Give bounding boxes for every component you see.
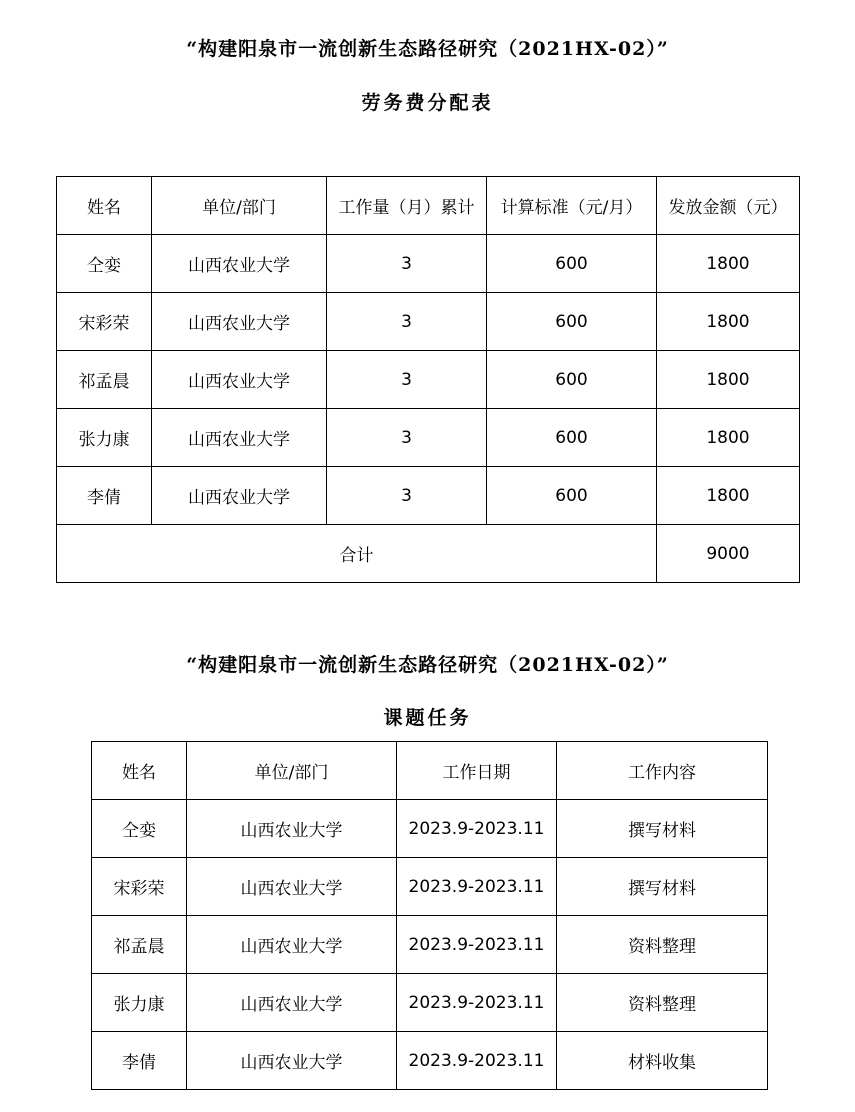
name-cell: 李倩 bbox=[92, 1032, 187, 1090]
table-row bbox=[92, 800, 768, 858]
header-cell: 姓名 bbox=[57, 177, 152, 235]
date-cell: 2023.9-2023.11 bbox=[397, 800, 557, 858]
name-cell: 祁孟晨 bbox=[57, 351, 152, 409]
payment-table-title: “构建阳泉市一流创新生态路径研究（2021HX-02）” bbox=[186, 38, 669, 60]
table-header-row bbox=[92, 742, 768, 800]
header-cell: 单位/部门 bbox=[187, 742, 397, 800]
rate-cell: 600 bbox=[487, 351, 657, 409]
name-cell: 仝娈 bbox=[57, 235, 152, 293]
table-row bbox=[57, 351, 800, 409]
amount-cell: 1800 bbox=[657, 409, 800, 467]
table-row bbox=[57, 235, 800, 293]
task-cell: 撰写材料 bbox=[557, 858, 768, 916]
payment-table-subtitle: 劳务费分配表 bbox=[361, 92, 494, 114]
rate-cell: 600 bbox=[487, 235, 657, 293]
name-cell: 张力康 bbox=[57, 409, 152, 467]
amount-cell: 1800 bbox=[657, 235, 800, 293]
unit-cell: 山西农业大学 bbox=[187, 858, 397, 916]
table-row bbox=[92, 1032, 768, 1090]
header-cell: 工作内容 bbox=[557, 742, 768, 800]
workload-cell: 3 bbox=[327, 409, 487, 467]
name-cell: 仝娈 bbox=[92, 800, 187, 858]
unit-cell: 山西农业大学 bbox=[152, 293, 327, 351]
table-row bbox=[92, 974, 768, 1032]
workload-cell: 3 bbox=[327, 467, 487, 525]
name-cell: 祁孟晨 bbox=[92, 916, 187, 974]
task-cell: 材料收集 bbox=[557, 1032, 768, 1090]
name-cell: 宋彩荣 bbox=[57, 293, 152, 351]
amount-cell: 1800 bbox=[657, 467, 800, 525]
name-cell: 宋彩荣 bbox=[92, 858, 187, 916]
project-task-table bbox=[91, 741, 768, 1090]
date-cell: 2023.9-2023.11 bbox=[397, 974, 557, 1032]
unit-cell: 山西农业大学 bbox=[187, 974, 397, 1032]
header-cell: 姓名 bbox=[92, 742, 187, 800]
unit-cell: 山西农业大学 bbox=[187, 1032, 397, 1090]
header-cell: 单位/部门 bbox=[152, 177, 327, 235]
rate-cell: 600 bbox=[487, 293, 657, 351]
date-cell: 2023.9-2023.11 bbox=[397, 1032, 557, 1090]
header-cell: 发放金额（元） bbox=[657, 177, 800, 235]
table-row bbox=[57, 467, 800, 525]
header-cell: 工作量（月）累计 bbox=[327, 177, 487, 235]
total-row bbox=[57, 525, 800, 583]
task-cell: 资料整理 bbox=[557, 916, 768, 974]
task-table-title: “构建阳泉市一流创新生态路径研究（2021HX-02）” bbox=[186, 654, 669, 676]
table-row bbox=[57, 293, 800, 351]
unit-cell: 山西农业大学 bbox=[187, 916, 397, 974]
name-cell: 张力康 bbox=[92, 974, 187, 1032]
total-label: 合计 bbox=[57, 525, 657, 583]
name-cell: 李倩 bbox=[57, 467, 152, 525]
task-cell: 撰写材料 bbox=[557, 800, 768, 858]
unit-cell: 山西农业大学 bbox=[152, 467, 327, 525]
amount-cell: 1800 bbox=[657, 293, 800, 351]
table-row bbox=[57, 409, 800, 467]
workload-cell: 3 bbox=[327, 351, 487, 409]
unit-cell: 山西农业大学 bbox=[152, 235, 327, 293]
header-cell: 工作日期 bbox=[397, 742, 557, 800]
header-cell: 计算标准（元/月） bbox=[487, 177, 657, 235]
unit-cell: 山西农业大学 bbox=[187, 800, 397, 858]
task-cell: 资料整理 bbox=[557, 974, 768, 1032]
unit-cell: 山西农业大学 bbox=[152, 351, 327, 409]
task-table-subtitle: 课题任务 bbox=[383, 707, 472, 729]
payment-distribution-table bbox=[56, 176, 800, 583]
rate-cell: 600 bbox=[487, 409, 657, 467]
total-amount: 9000 bbox=[657, 525, 800, 583]
rate-cell: 600 bbox=[487, 467, 657, 525]
table-header-row bbox=[57, 177, 800, 235]
amount-cell: 1800 bbox=[657, 351, 800, 409]
workload-cell: 3 bbox=[327, 293, 487, 351]
unit-cell: 山西农业大学 bbox=[152, 409, 327, 467]
table-row bbox=[92, 916, 768, 974]
table-row bbox=[92, 858, 768, 916]
date-cell: 2023.9-2023.11 bbox=[397, 916, 557, 974]
workload-cell: 3 bbox=[327, 235, 487, 293]
date-cell: 2023.9-2023.11 bbox=[397, 858, 557, 916]
